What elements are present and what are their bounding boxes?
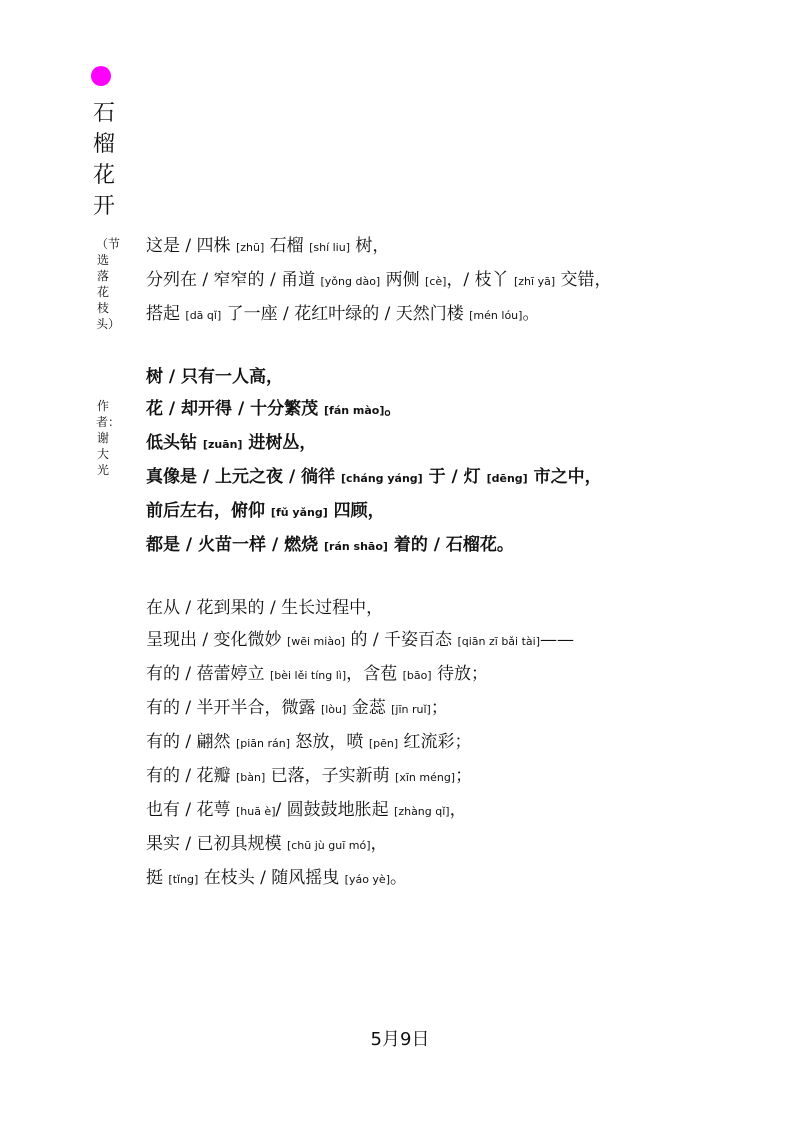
poem-line (146, 794, 766, 828)
pinyin-annotation: [xīn méng] (395, 771, 456, 784)
pinyin-annotation: [dā qǐ] (185, 309, 222, 322)
poem-author: 作者：谢大光 (96, 399, 121, 477)
line-text: 有的 / 花瓣 (146, 766, 236, 786)
line-text: 已落，子实新萌 (265, 766, 396, 786)
line-text: 。 (384, 399, 402, 419)
line-text: 了一座 / 花红叶绿的 / 天然门楼 (221, 304, 470, 324)
line-text: 树， (350, 236, 390, 256)
line-text: 怒放，喷 (290, 732, 369, 752)
poem-line (146, 592, 766, 624)
pinyin-annotation: [shí liu] (309, 241, 351, 254)
poem-line (146, 461, 766, 495)
line-text: 有的 / 蓓蕾婷立 (146, 664, 270, 684)
line-text: / 圆鼓鼓地胀起 (275, 800, 395, 820)
line-text: 真像是 / 上元之夜 / 徜徉 (146, 467, 342, 487)
poem-line (146, 264, 766, 298)
poem-body (146, 230, 766, 896)
line-text: ， (449, 800, 467, 820)
pinyin-annotation: [jīn ruǐ] (391, 703, 431, 716)
line-text: ，/ 枝丫 (446, 270, 514, 290)
line-text: 金蕊 (346, 698, 392, 718)
pinyin-annotation: [yáo yè] (344, 873, 390, 886)
line-text: 树 / 只有一人高， (146, 367, 284, 387)
poem-line (146, 726, 766, 760)
line-text: 前后左右，俯仰 (146, 501, 271, 521)
line-text: 在枝头 / 随风摇曳 (198, 868, 345, 888)
line-text: 都是 / 火苗一样 / 燃烧 (146, 535, 325, 555)
line-text: 这是 / 四株 (146, 236, 236, 256)
poem-line (146, 862, 766, 896)
poem-line (146, 230, 766, 264)
line-text: 也有 / 花萼 (146, 800, 236, 820)
pinyin-annotation: [zuān] (202, 438, 243, 451)
magenta-dot-icon (91, 66, 111, 86)
pinyin-annotation: [bàn] (235, 771, 266, 784)
pinyin-annotation: [zhàng qǐ] (394, 805, 450, 818)
line-text: 挺 (146, 868, 169, 888)
stanza-1 (146, 230, 766, 332)
line-text: 果实 / 已初具规模 (146, 834, 287, 854)
poem-line (146, 393, 766, 427)
line-text: 搭起 (146, 304, 186, 324)
line-text: 进树丛， (242, 433, 317, 453)
line-text: 的 / 千姿百态 (345, 630, 458, 650)
poem-line (146, 624, 766, 658)
pinyin-annotation: [qiān zī bǎi tài] (457, 635, 540, 648)
pinyin-annotation: [fán mào] (324, 404, 385, 417)
pinyin-annotation: [piān rán] (235, 737, 291, 750)
poem-line (146, 658, 766, 692)
pinyin-annotation: [cè] (425, 275, 447, 288)
poem-line (146, 529, 766, 563)
poem-line (146, 361, 766, 393)
line-text: —— (540, 630, 574, 650)
line-text: 于 / 灯 (422, 467, 487, 487)
pinyin-annotation: [bāo] (402, 669, 432, 682)
pinyin-annotation: [bèi lěi tíng lì] (269, 669, 347, 682)
poem-line (146, 760, 766, 794)
line-text: 着的 / 石榴花。 (387, 535, 514, 555)
pinyin-annotation: [tǐng] (168, 873, 199, 886)
poem-line (146, 427, 766, 461)
line-text: 有的 / 翩然 (146, 732, 236, 752)
pinyin-annotation: [zhū] (235, 241, 265, 254)
line-text: ，含苞 (346, 664, 403, 684)
pinyin-annotation: [dēng] (486, 472, 528, 485)
poem-title: 石榴花开 (92, 101, 115, 219)
line-text: 四顾， (327, 501, 385, 521)
pinyin-annotation: [zhī yā] (513, 275, 556, 288)
line-text: ； (430, 698, 448, 718)
pinyin-annotation: [chū jù guī mó] (286, 839, 371, 852)
line-text: 花 / 却开得 / 十分繁茂 (146, 399, 325, 419)
line-text: 。 (522, 304, 540, 324)
line-text: ； (455, 766, 473, 786)
pinyin-annotation: [fǔ yǎng] (270, 506, 328, 519)
line-text: ， (370, 834, 388, 854)
line-text: 有的 / 半开半合，微露 (146, 698, 321, 718)
line-text: 红流彩； (398, 732, 472, 752)
line-text: 。 (390, 868, 407, 888)
line-text: 交错， (555, 270, 612, 290)
stanza-2 (146, 361, 766, 563)
line-text: 石榴 (264, 236, 310, 256)
line-text: 低头钻 (146, 433, 203, 453)
pinyin-annotation: [mén lóu] (469, 309, 523, 322)
poem-line (146, 298, 766, 332)
line-text: 待放； (431, 664, 489, 684)
poem-line (146, 692, 766, 726)
line-text: 两侧 (380, 270, 426, 290)
stanza-3 (146, 592, 766, 896)
pinyin-annotation: [huā è] (235, 805, 276, 818)
line-text: 呈现出 / 变化微妙 (146, 630, 287, 650)
line-text: 在从 / 花到果的 / 生长过程中， (146, 598, 384, 618)
pinyin-annotation: [yǒng dào] (320, 275, 381, 288)
pinyin-annotation: [pēn] (368, 737, 399, 750)
poem-line (146, 828, 766, 862)
line-text: 市之中， (527, 467, 602, 487)
pinyin-annotation: [lòu] (320, 703, 347, 716)
pinyin-annotation: [rán shāo] (324, 540, 388, 553)
line-text: 分列在 / 窄窄的 / 甬道 (146, 270, 321, 290)
pinyin-annotation: [wēi miào] (286, 635, 346, 648)
pinyin-annotation: [cháng yáng] (341, 472, 423, 485)
date-footer: 5月9日 (370, 1029, 430, 1050)
poem-line (146, 495, 766, 529)
poem-subtitle: （节选 落花枝头） (96, 237, 121, 331)
